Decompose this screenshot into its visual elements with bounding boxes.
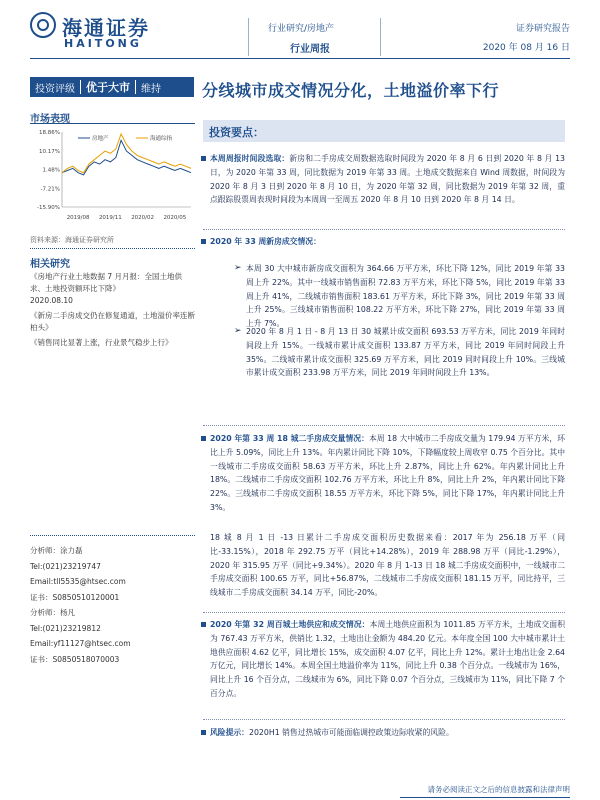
related-item-title: 《房地产行业土地数据 7 月月报：全国土地供求、土地投资额环比下降》	[30, 272, 183, 293]
bullet-icon	[201, 730, 206, 735]
y-tick-label: 1.48%	[42, 167, 60, 174]
bullet-icon	[201, 156, 206, 161]
logo-text-en: HAITONG	[64, 37, 142, 50]
x-tick-label: 2020/05	[163, 215, 187, 221]
y-tick-label: 10.17%	[39, 148, 60, 155]
dotted-divider	[203, 719, 565, 720]
source-rule	[30, 248, 195, 249]
arrow-right-icon: ➢	[234, 326, 242, 336]
chart-source: 资料来源：海通证券研究所	[30, 236, 114, 244]
rating-bar	[30, 77, 194, 97]
report-title: 分线城市成交情况分化，土地溢价率下行	[202, 81, 500, 100]
analyst-cert: 证书：S0850510120001	[30, 592, 120, 602]
related-item[interactable]	[30, 271, 195, 307]
rating-status: 维持	[141, 83, 161, 95]
report-date: 2020 年 08 月 16 日	[482, 43, 570, 53]
y-tick-label: 18.86%	[39, 130, 60, 136]
bullet-icon	[201, 436, 206, 441]
key-point-2b	[234, 325, 565, 380]
dotted-divider	[203, 612, 565, 613]
market-heading: 市场表现	[30, 114, 70, 125]
x-tick-label: 2019/08	[66, 215, 90, 221]
y-tick-label: -7.21%	[40, 186, 60, 193]
kp3-lead: 2020 年第 33 周 18 城二手房成交量情况：	[210, 434, 369, 443]
kp5-body: 2020H1 销售过热城市可能面临调控政策边际收紧的风险。	[248, 728, 454, 737]
kp3c-body: 18 城 8 月 1 日 -13 日累计二手房成交面积历史数据来看：2017 年为 256.18 万平（同比-33.15%），2018 年 292.75 万平（同比+14.28%），2019 年 288.98 万平（同比-1.29%），2020 年 315.95 万平（同比+9.34%）。2020 年 8 月 1-13 日 18 城二手房成交面积中，一线城市二手房成交面积 100.65 万平，同比+56.87%，二线城市二手房成交面积 181.15 万平，同比持平，三线城市二手房成交面积 34.14 万平，同比-20%。	[210, 533, 565, 598]
analyst-cert: 证书：S0850518070003	[30, 654, 120, 664]
header-rule	[30, 58, 570, 59]
key-point-2	[210, 235, 565, 249]
disclaimer-footer: 请务必阅读正文之后的信息披露和法律声明	[427, 785, 570, 794]
x-tick-label: 2019/11	[98, 215, 122, 221]
analyst-name: 分析师：杨凡	[30, 608, 75, 617]
analyst-phone: Tel:(021)23219747	[30, 561, 101, 571]
kp2b-body: 2020 年 8 月 1 日 - 8 月 13 日 30 城累计成交面积 693.53 万平方米，同比 2019 年同时间段上升 15%。一线城市累计成交面积 133.87 万平方米，同比 2019 年同时间段上升 35%。二线城市累计成交面积 325.69 万平方米，同比 2019 同时间段上升 10%。三线城市累计成交面积 233.98 万平方米，同比 2019 年同时间段上升 13%。	[246, 327, 565, 378]
analyst-email[interactable]: Email:yf11127@htsec.com	[30, 639, 131, 648]
rating-label: 投资评级	[35, 83, 75, 95]
rating-value: 优于大市	[86, 81, 130, 94]
analyst-rule	[30, 535, 195, 536]
y-tick-label: -15.90%	[37, 205, 60, 211]
related-heading: 相关研究	[30, 259, 70, 270]
key-point-2a	[234, 262, 565, 331]
analyst-name: 分析师：涂力磊	[30, 546, 83, 555]
key-points-header	[203, 120, 565, 142]
market-rule	[30, 123, 195, 124]
kp2-lead: 2020 年 33 周新房成交情况：	[210, 237, 321, 246]
analyst-phone: Tel:(021)23219812	[30, 623, 101, 633]
market-chart-svg	[30, 128, 195, 223]
header-divider	[248, 18, 249, 56]
legend-label: 海通综指	[150, 136, 173, 142]
kp1-body: 新房和二手房成交周数据选取时间段为 2020 年 8 月 6 日到 2020 年 8 月 13 日，为 2020 年第 33 周，同比数据为 2019 年第 33 周。土地成交数据来自 Wind 周数据，时间段为 2020 年 8 月 3 日到 2020 年 8 月 10 日，为 2020 年第 32 周，同比数据为 2019 年第 32 周，重点跟踪股票周表现时间段为本周周一至周五 2020 年 8 月 10 日到 2020 年 8 月 14 日。	[210, 154, 566, 205]
key-point-3	[210, 432, 565, 515]
related-item[interactable]	[30, 310, 195, 334]
key-point-1	[210, 152, 565, 207]
key-point-4	[210, 618, 565, 701]
bullet-icon	[201, 622, 206, 627]
logo-text-cn: 海通证券	[62, 16, 150, 40]
dotted-divider	[203, 229, 565, 230]
analyst-email[interactable]: Email:tll5535@htsec.com	[30, 577, 126, 586]
key-points-heading: 投资要点：	[209, 126, 264, 139]
kp2a-body: 本周 30 大中城市新房成交面积为 364.66 万平方米，环比下降 12%，同比 2019 年第 33 周上升 22%。其中一线城市销售面积 72.83 万平方米，环比下降 5%，同比 2019 年第 33 周上升 41%，二线城市销售面积 183.61 万平方米，环比下降 3%，同比 2019 年第 33 周上升 25%。三线城市销售面积 108.22 万平方米，环比下降 27%，同比 2019 年第 33 周上升 7%。	[246, 264, 565, 329]
dotted-divider	[203, 425, 565, 426]
kp5-lead: 风险提示：	[210, 728, 249, 737]
key-point-5	[210, 726, 565, 740]
kp1-lead: 本周周报时间段选取：	[210, 154, 290, 163]
analyst-block	[30, 543, 195, 667]
kp4-body: 本周土地供应面积为 1011.85 万平方米，土地成交面积为 767.43 万平方米，供销比 1.32，土地出让金额为 484.20 亿元。本年度全国 100 大中城市累计土地供应面积 4.62 亿平，同比增长 15%，成交面积 4.07 亿平，同比上升 12%。累计土地出让金 2.64 万亿元，同比增长 14%。本周全国土地溢价率为 11%，同比上升 0.38 个百分点。一线城市为 16%，同比上升 16 个百分点，二线城市为 6%，同比下降 0.07 个百分点，三线城市为 11%，同比下降 7 个百分点。	[210, 620, 565, 698]
arrow-right-icon: ➢	[234, 263, 242, 273]
related-item-title: 《新房二手房成交仍在修复通道，土地溢价率连断柏头》	[30, 311, 195, 332]
related-item-title: 《销售同比显著上涨，行业景气稳步上行》	[30, 338, 173, 347]
key-point-3c	[210, 531, 565, 600]
x-tick-label: 2020/02	[131, 215, 155, 221]
report-kind: 证券研究报告	[515, 24, 570, 34]
related-list	[30, 268, 195, 349]
series-line-1	[62, 140, 191, 175]
report-type: 行业周报	[290, 44, 330, 55]
related-item-date: 2020.08.10	[30, 296, 73, 305]
kp3-body: 本周 18 大中城市二手房成交量为 179.94 万平方米，环比上升 5.09%，同比上升 13%。年内累计同比下降 10%，下降幅度较上周收窄 0.75 个百分比。其中一线城市二手房成交面积 58.63 万平方米，环比上升 2.87%，同比上升 62%。年内累计同比上升 18%。二线城市二手房成交面积 102.76 万平方米，环比上升 8%，同比上升 2%，年内累计同比下降 22%。三线城市二手房成交面积 18.55 万平方米，环比下降 5%，同比下降 17%，年内累计同比上升 3%。	[210, 434, 565, 512]
haitong-logo-icon	[30, 12, 56, 38]
kp4-lead: 2020 年第 32 周百城土地供应和成交情况：	[210, 620, 370, 629]
legend-label: 房地产	[92, 136, 109, 142]
header-divider	[380, 18, 381, 56]
bullet-icon	[201, 239, 206, 244]
footer-rule	[400, 797, 570, 798]
market-chart	[30, 128, 195, 223]
related-item[interactable]	[30, 337, 195, 349]
report-category: 行业研究/房地产	[268, 24, 335, 34]
